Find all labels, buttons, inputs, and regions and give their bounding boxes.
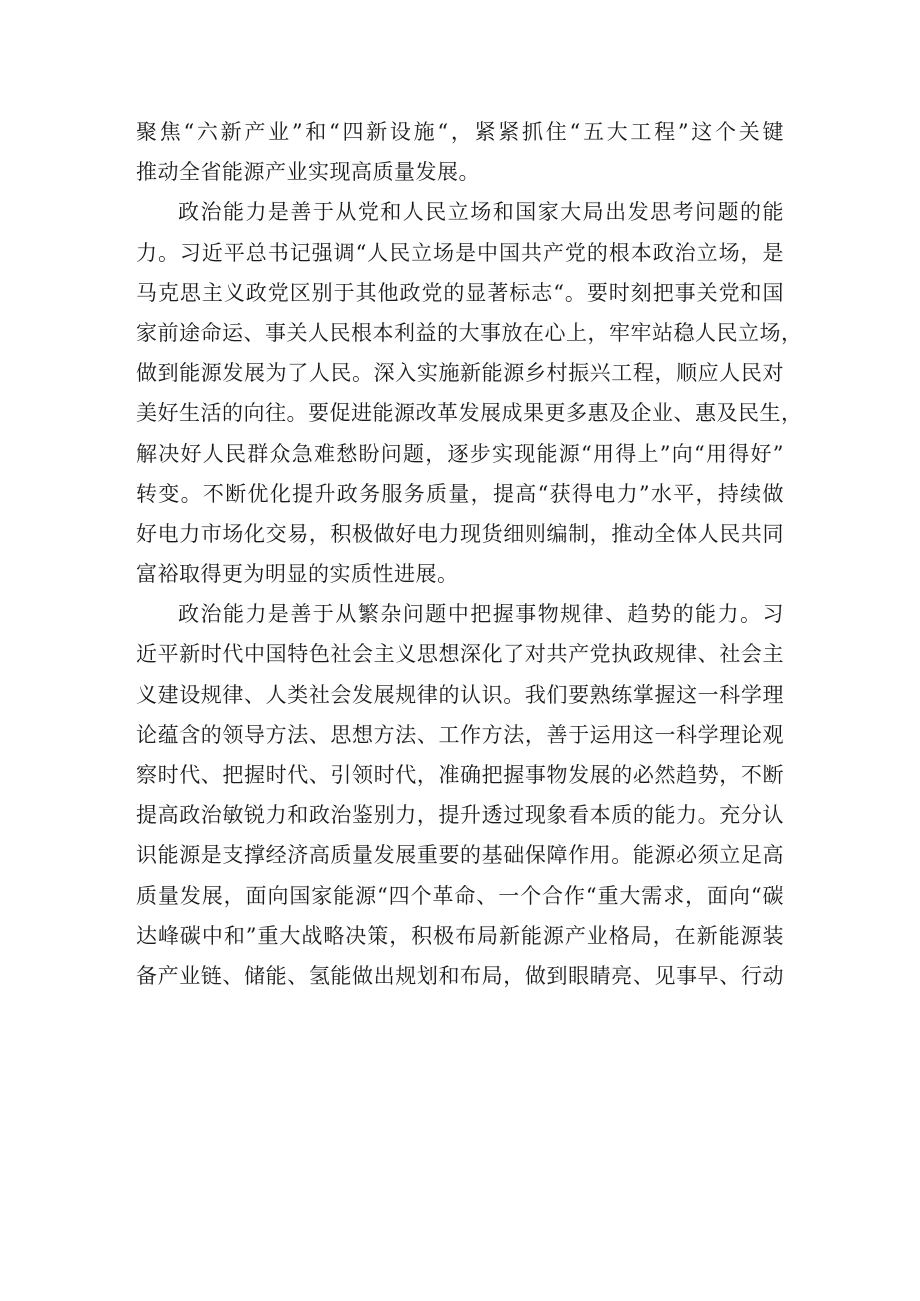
text-line: 美好生活的向往。要促进能源改革发展成果更多惠及企业、惠及民生， bbox=[136, 401, 803, 426]
text-line: 论蕴含的领导方法、思想方法、工作方法，善于运用这一科学理论观 bbox=[136, 722, 784, 747]
text-line: 近平新时代中国特色社会主义思想深化了对共产党执政规律、社会主 bbox=[136, 642, 784, 667]
text-line: 聚焦“六新产业”和“四新设施“，紧紧抓住“五大工程”这个关键 bbox=[136, 120, 784, 144]
body-text bbox=[136, 112, 803, 996]
text-line: 富裕取得更为明显的实质性进展。 bbox=[136, 562, 459, 587]
text-line: 力。习近平总书记强调“人民立场是中国共产党的根本政治立场，是 bbox=[136, 240, 784, 265]
text-line: 识能源是支撑经济高质量发展重要的基础保障作用。能源必须立足高 bbox=[136, 843, 784, 868]
text-line: 转变。不断优化提升政务服务质量，提高“获得电力”水平，持续做 bbox=[136, 481, 784, 506]
text-line: 马克思主义政党区别于其他政党的显著标志“。要时刻把事关党和国 bbox=[136, 280, 784, 305]
text-line: 察时代、把握时代、引领时代，准确把握事物发展的必然趋势，不断 bbox=[136, 763, 784, 787]
text-line: 义建设规律、人类社会发展规律的认识。我们要熟练掌握这一科学理 bbox=[136, 682, 784, 707]
text-line: 备产业链、储能、氢能做出规划和布局，做到眼睛亮、见事早、行动 bbox=[136, 963, 784, 988]
text-line: 好电力市场化交易，积极做好电力现货细则编制，推动全体人民共同 bbox=[136, 521, 784, 546]
text-line: 达峰碳中和”重大战略决策，积极布局新能源产业格局，在新能源装 bbox=[136, 923, 784, 948]
text-line: 提高政治敏锐力和政治鉴别力，提升透过现象看本质的能力。充分认 bbox=[136, 803, 784, 828]
text-line: 政治能力是善于从党和人民立场和国家大局出发思考问题的能 bbox=[178, 200, 784, 225]
text-line: 推动全省能源产业实现高质量发展。 bbox=[136, 160, 480, 185]
text-line: 家前途命运、事关人民根本利益的大事放在心上，牢牢站稳人民立场， bbox=[136, 320, 803, 345]
text-line: 质量发展，面向国家能源“四个革命、一个合作“重大需求，面向“碳 bbox=[136, 883, 784, 908]
text-line: 做到能源发展为了人民。深入实施新能源乡村振兴工程，顺应人民对 bbox=[136, 361, 784, 386]
text-line: 政治能力是善于从繁杂问题中把握事物规律、趋势的能力。习 bbox=[178, 602, 784, 627]
text-line: 解决好人民群众急难愁盼问题，逐步实现能源“用得上”向“用得好” bbox=[136, 441, 784, 466]
